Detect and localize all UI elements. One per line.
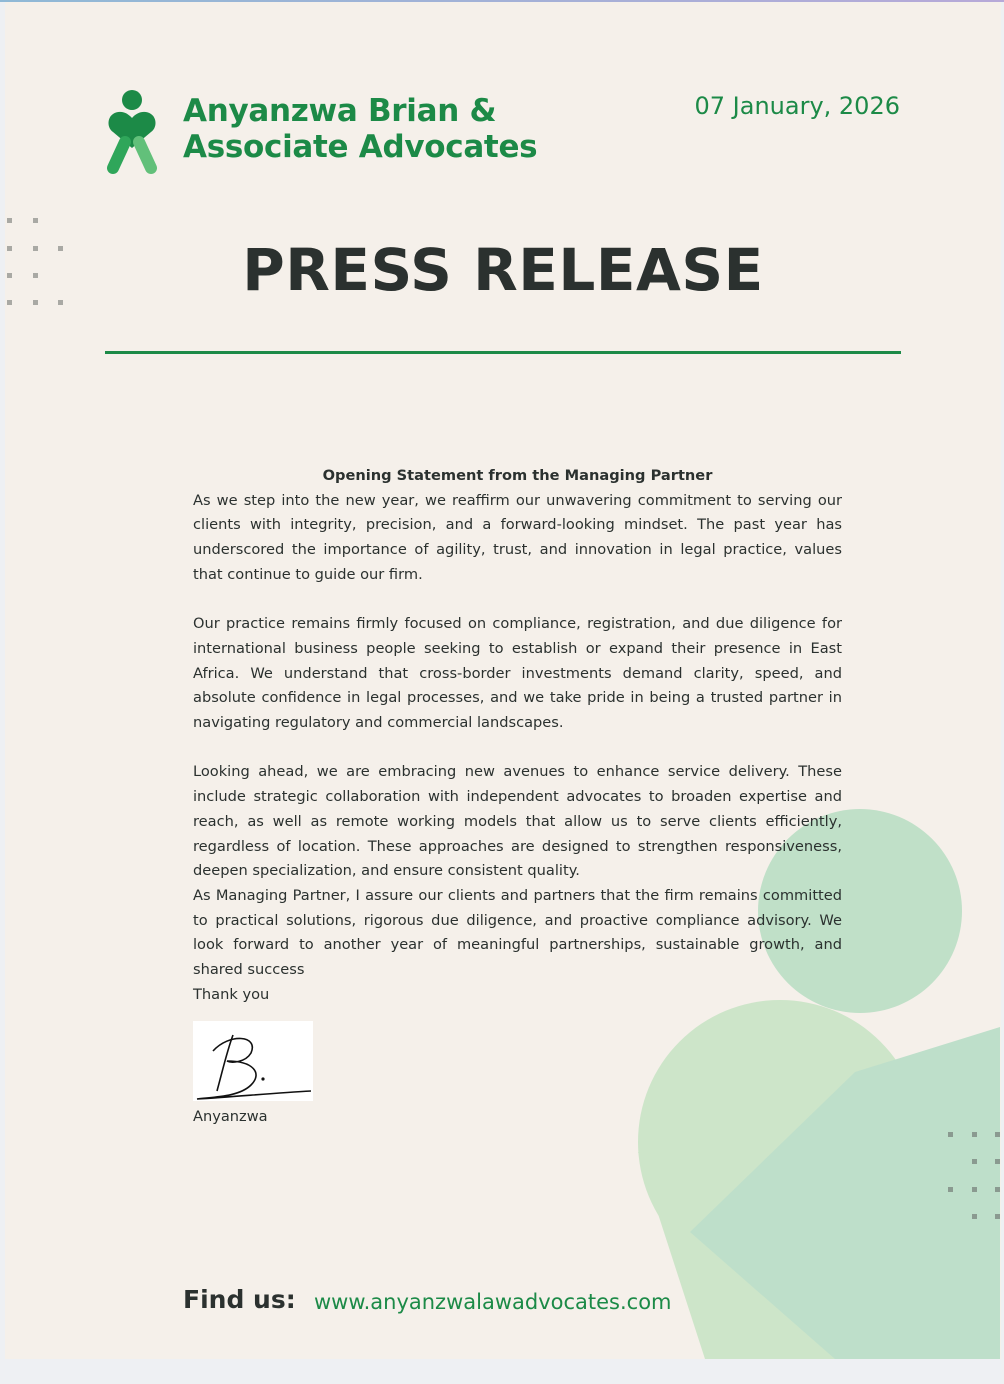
paragraph-1: As we step into the new year, we reaffirm our unwavering commitment to serving our clients with integrity, precision, and a forward-looking mindset. The past year has underscored the importance of agility, trust, and innovation in legal practice, values that continue to guide our firm. xyxy=(193,491,842,583)
statement-body xyxy=(193,464,842,1130)
paragraph-3: Looking ahead, we are embracing new avenues to enhance service delivery. These include strategic collaboration with independent advocates to broaden expertise and reach, as well as remote working models that allow us to serve clients efficiently, regardless of location. These approaches are designed to strengthen responsiveness, deepen specialization, and ensure consistent quality. xyxy=(193,763,842,880)
website-link[interactable]: www.anyanzwalawadvocates.com xyxy=(314,1290,672,1314)
firm-name-line-1: Anyanzwa Brian & xyxy=(183,93,497,129)
page-title: PRESS RELEASE xyxy=(242,236,764,304)
firm-name-line-2: Associate Advocates xyxy=(183,129,538,165)
press-release-page xyxy=(5,2,1001,1359)
closing-text: Thank you xyxy=(193,985,270,1003)
signature-image xyxy=(193,1021,313,1101)
release-date: 07 January, 2026 xyxy=(694,92,900,120)
paragraph-4: As Managing Partner, I assure our clients and partners that the firm remains committed to practical solutions, rigorous due diligence, and proactive compliance advisory. We look forward to another year of meaningful partnerships, sustainable growth, and shared success xyxy=(193,886,842,979)
title-divider xyxy=(105,351,901,354)
firm-name xyxy=(183,93,583,165)
signer-name: Anyanzwa xyxy=(193,1108,268,1126)
find-us-label: Find us: xyxy=(183,1285,296,1314)
firm-logo-icon xyxy=(105,88,159,178)
paragraph-2: Our practice remains firmly focused on compliance, registration, and due diligence for international business people seeking to establish or expand their presence in East Africa. We understand that cross-border investments demand clarity, speed, and absolute confidence in legal processes, and we take pride in being a trusted partner in navigating regulatory and commercial landscapes. xyxy=(193,615,842,732)
statement-heading: Opening Statement from the Managing Partner xyxy=(322,467,713,484)
